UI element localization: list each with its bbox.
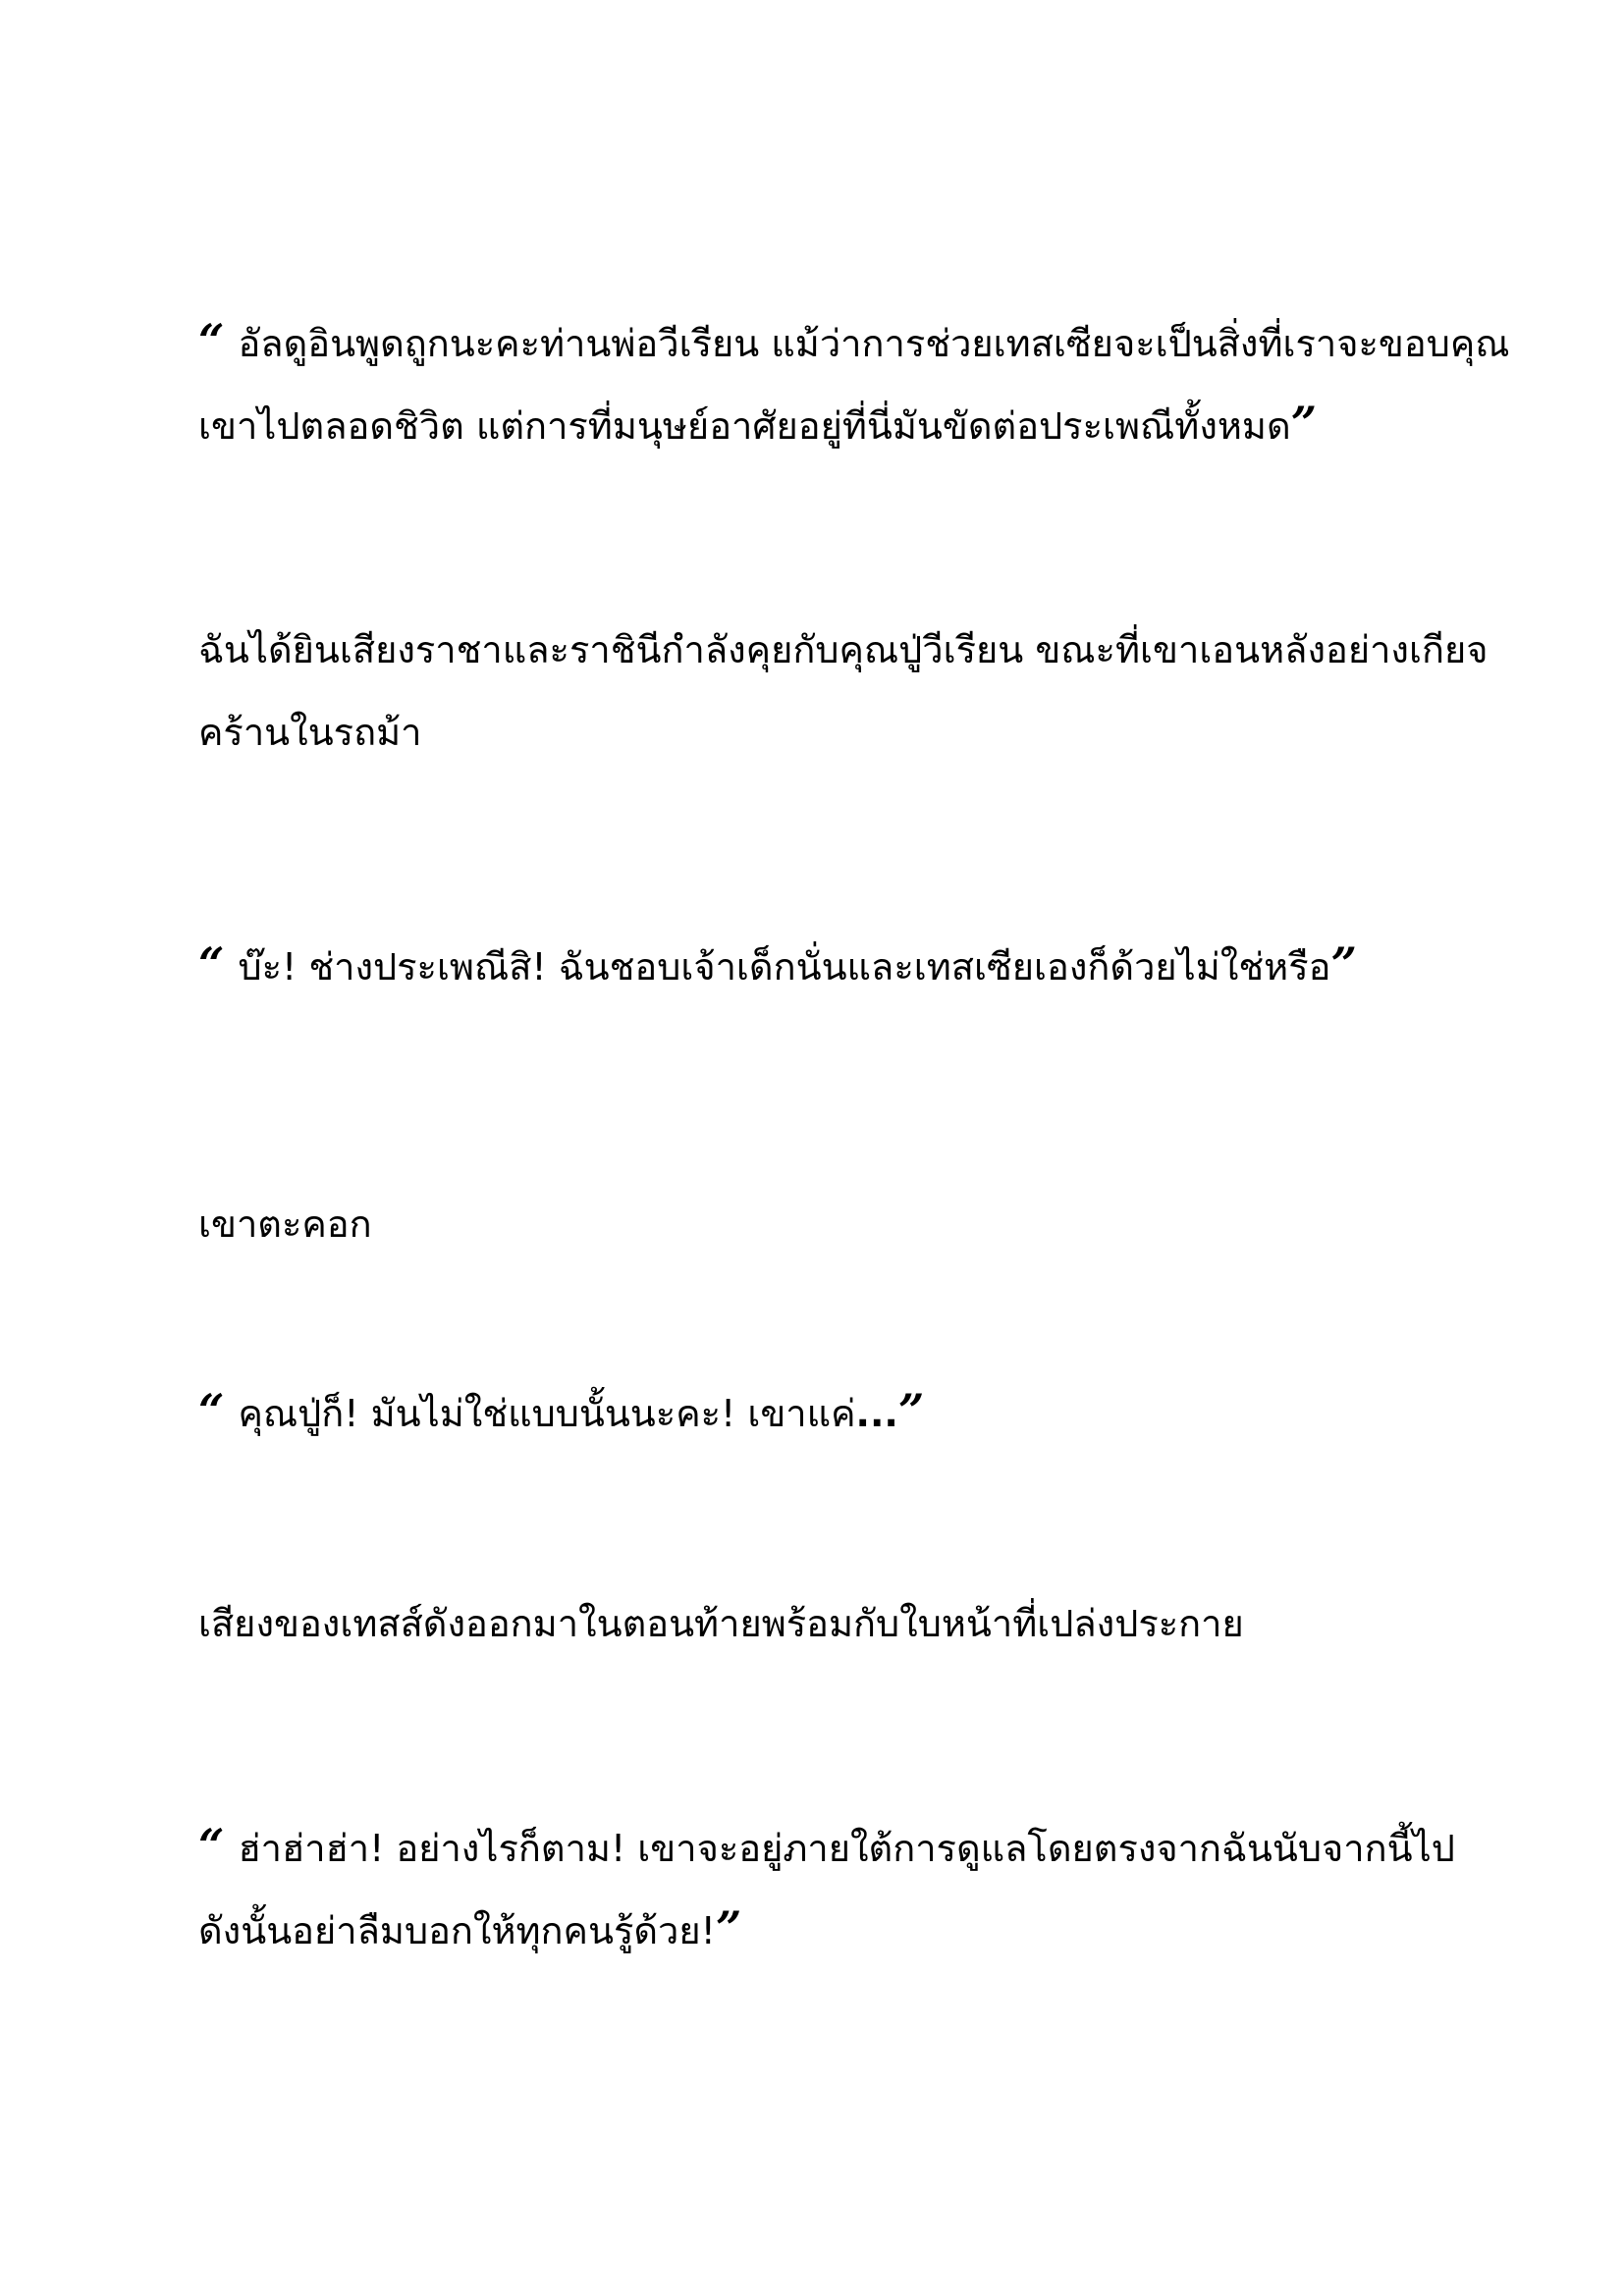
- open-quote: “: [198, 937, 225, 990]
- text-line: [198, 691, 1435, 774]
- text-line: [198, 609, 1489, 691]
- ellipsis: ...: [855, 1392, 898, 1435]
- narration-paragraph-3: [198, 1582, 1435, 1665]
- open-quote: “: [198, 1819, 225, 1872]
- text-line: [198, 1183, 1435, 1265]
- line-text: คร้านในรถม้า: [198, 711, 422, 754]
- line-text: เสียงของเทสส์ดังออกมาในตอนท้ายพร้อมกับใบหน้าที่เปล่งประกาย: [198, 1602, 1244, 1645]
- dialogue-paragraph-2: [198, 923, 1435, 1005]
- dialogue-paragraph-1: [198, 299, 1510, 464]
- dialogue-paragraph-4: [198, 1804, 1455, 1969]
- text-line: [198, 1887, 1435, 1969]
- close-quote: ”: [1290, 397, 1318, 450]
- line-text: คุณปู่ก็! มันไม่ใช่แบบนั้นนะคะ! เขาแค่: [238, 1392, 856, 1435]
- line-text: เขาไปตลอดชิวิต แต่การที่มนุษย์อาศัยอยู่ที่นี่มันขัดต่อประเพณีทั้งหมด: [198, 404, 1291, 448]
- text-line: [198, 1582, 1435, 1665]
- close-quote: ”: [897, 1384, 925, 1437]
- line-text: อัลดูอินพูดถูกนะคะท่านพ่อวีเรียน แม้ว่าการช่วยเทสเซียจะเป็นสิ่งที่เราจะขอบคุณ: [238, 322, 1510, 365]
- line-text: บ๊ะ! ช่างประเพณีสิ! ฉันชอบเจ้าเด็กนั่นและเทสเซียเองก็ด้วยไม่ใช่หรือ: [238, 945, 1331, 988]
- text-line: [198, 1369, 1435, 1452]
- text-line: [198, 299, 1510, 382]
- text-line: [198, 382, 1435, 464]
- narration-paragraph-2: [198, 1183, 1435, 1265]
- text-line: [198, 1804, 1455, 1887]
- line-text: เขาตะคอก: [198, 1202, 372, 1246]
- open-quote: “: [198, 314, 225, 367]
- close-quote: ”: [1330, 937, 1357, 990]
- narration-paragraph-1: [198, 609, 1489, 774]
- close-quote: ”: [715, 1901, 742, 1954]
- line-text: ฉันได้ยินเสียงราชาและราชินีกำลังคุยกับคุณปู่วีเรียน ขณะที่เขาเอนหลังอย่างเกียจ: [198, 628, 1489, 671]
- open-quote: “: [198, 1384, 225, 1437]
- line-text: ดังนั้นอย่าลืมบอกให้ทุกคนรู้ด้วย!: [198, 1909, 716, 1952]
- text-line: [198, 923, 1435, 1005]
- dialogue-paragraph-3: [198, 1369, 1435, 1452]
- line-text: ฮ่าฮ่าฮ่า! อย่างไรก็ตาม! เขาจะอยู่ภายใต้การดูแลโดยตรงจากฉันนับจากนี้ไป: [238, 1827, 1455, 1870]
